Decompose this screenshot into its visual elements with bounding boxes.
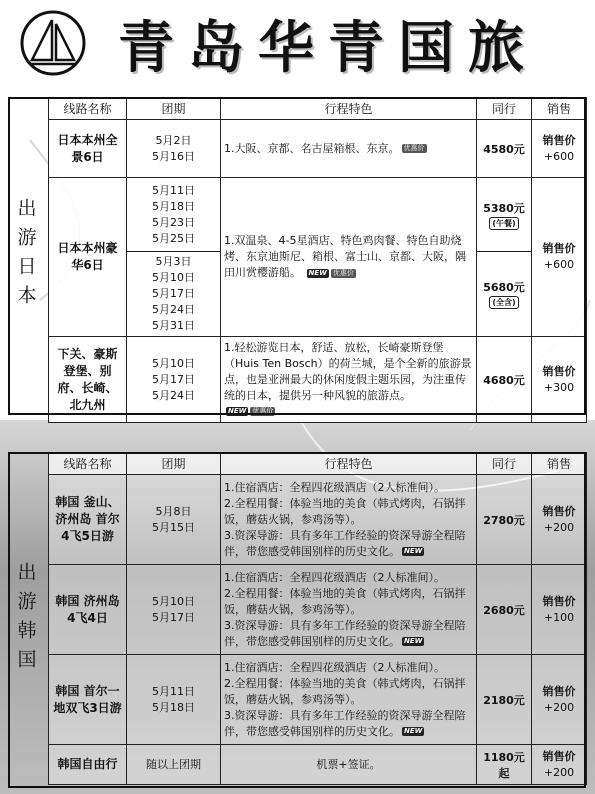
tour-dates: 5月3日 5月10日 5月17日 5月24日 5月31日 [127, 252, 221, 337]
route-name: 日本本州豪华6日 [49, 178, 127, 337]
itinerary-features: 1.住宿酒店：全程四花级酒店（2人标准间）。 2.全程用餐：体验当地的美食（韩式烤肉，石锅拌饭，蘑菇火锅，参鸡汤等）。 3.资深导游：具有多年工作经验的资深导游全程陪伴，带您感受韩国别样的历史文化。 NEW [221, 475, 477, 565]
sailboat-logo-icon [18, 8, 88, 78]
korea-section [8, 452, 586, 788]
brand-title: 青岛华青国旅 [118, 15, 538, 81]
sale-price: 销售价 +300 [532, 337, 587, 423]
route-name: 韩国 釜山、济州岛 首尔 4飞5日游 [49, 475, 127, 565]
itinerary-features: 1.住宿酒店：全程四花级酒店（2人标准间）。 2.全程用餐：体验当地的美食（韩式烤肉，石锅拌饭，蘑菇火锅，参鸡汤等）。 3.资深导游：具有多年工作经验的资深导游全程陪伴，带您感受韩国别样的历史文化。 NEW [221, 565, 477, 655]
tour-dates: 5月10日 5月17日 [127, 565, 221, 655]
itinerary-features: 1.轻松游览日本，舒适、放松，长崎豪斯登堡（Huis Ten Bosch）的荷兰城，是个全新的旅游景点，也是亚洲最大的休闲度假主题乐园，为注重传统的日本，提供另一种风貌的旅游点。 NEW 优惠价 [221, 337, 477, 423]
sale-price: 销售价 +600 [532, 120, 587, 178]
table-header-row [49, 98, 587, 120]
table-row [49, 655, 587, 745]
route-name: 韩国 济州岛 4飞4日 [49, 565, 127, 655]
col-dates: 团期 [127, 453, 221, 475]
col-features: 行程特色 [221, 98, 477, 120]
table-row [49, 337, 587, 423]
new-badge-icon: NEW [308, 268, 327, 277]
col-route: 线路名称 [49, 98, 127, 120]
discount-tag: 优惠价 [332, 268, 354, 277]
peer-price: 4680元 [477, 337, 532, 423]
peer-price: 5680元 (全含) [477, 252, 532, 337]
tour-dates: 5月8日 5月15日 [127, 475, 221, 565]
sale-price: 销售价 +200 [532, 475, 587, 565]
tour-dates: 5月2日 5月16日 [127, 120, 221, 178]
peer-price: 1180元起 [477, 745, 532, 785]
japan-table [48, 97, 587, 423]
new-badge-icon: NEW [404, 727, 423, 735]
col-dates: 团期 [127, 98, 221, 120]
table-row [49, 745, 587, 785]
sale-price: 销售价 +100 [532, 565, 587, 655]
route-name: 韩国 首尔一地双飞3日游 [49, 655, 127, 745]
itinerary-features: 机票+签证。 [221, 745, 477, 785]
col-peer-price: 同行 [477, 98, 532, 120]
tour-dates: 5月11日 5月18日 [127, 655, 221, 745]
discount-tag: 优惠价 [252, 407, 274, 415]
sale-price: 销售价 +200 [532, 655, 587, 745]
peer-price: 2680元 [477, 565, 532, 655]
table-header-row [49, 453, 587, 475]
table-row [49, 178, 587, 252]
col-sale-price: 销售 [532, 453, 587, 475]
discount-tag: 优惠价 [403, 144, 425, 152]
itinerary-features: 1.住宿酒店：全程四花级酒店（2人标准间）。 2.全程用餐：体验当地的美食（韩式烤肉，石锅拌饭，蘑菇火锅，参鸡汤等）。 3.资深导游：具有多年工作经验的资深导游全程陪伴，带您感受韩国别样的历史文化。 NEW [221, 655, 477, 745]
sale-price: 销售价 +200 [532, 745, 587, 785]
new-badge-icon: NEW [404, 547, 423, 555]
sale-price: 销售价 +600 [532, 178, 587, 337]
route-name: 日本本州全景6日 [49, 120, 127, 178]
peer-price: 2780元 [477, 475, 532, 565]
new-badge-icon: NEW [404, 637, 423, 645]
route-name: 韩国自由行 [49, 745, 127, 785]
korea-section-label: 出游韩国 [14, 562, 37, 678]
table-row [49, 565, 587, 655]
tour-dates: 随以上团期 [127, 745, 221, 785]
table-row [49, 120, 587, 178]
route-name: 下关、豪斯登堡、别府、长崎、北九州 [49, 337, 127, 423]
itinerary-features: 1.大阪、京都、名古屋箱根、东京。 优惠价 [221, 120, 477, 178]
header [0, 0, 595, 92]
japan-section-label: 出游日本 [14, 198, 37, 314]
col-features: 行程特色 [221, 453, 477, 475]
table-row [49, 475, 587, 565]
itinerary-features: 1.双温泉、4-5星酒店、特色鸡肉餐、特色自助烧烤、东京迪斯尼、箱根、富士山、京都、大阪，隅田川赏樱游船。 NEW 优惠价 [221, 178, 477, 337]
korea-table [48, 452, 587, 785]
col-peer-price: 同行 [477, 453, 532, 475]
japan-section [8, 97, 586, 415]
col-sale-price: 销售 [532, 98, 587, 120]
peer-price: 5380元 (午餐) [477, 178, 532, 252]
col-route: 线路名称 [49, 453, 127, 475]
new-badge-icon: NEW [228, 407, 247, 415]
peer-price: 2180元 [477, 655, 532, 745]
tour-dates: 5月10日 5月17日 5月24日 [127, 337, 221, 423]
tour-dates: 5月11日 5月18日 5月23日 5月25日 [127, 178, 221, 252]
peer-price: 4580元 [477, 120, 532, 178]
